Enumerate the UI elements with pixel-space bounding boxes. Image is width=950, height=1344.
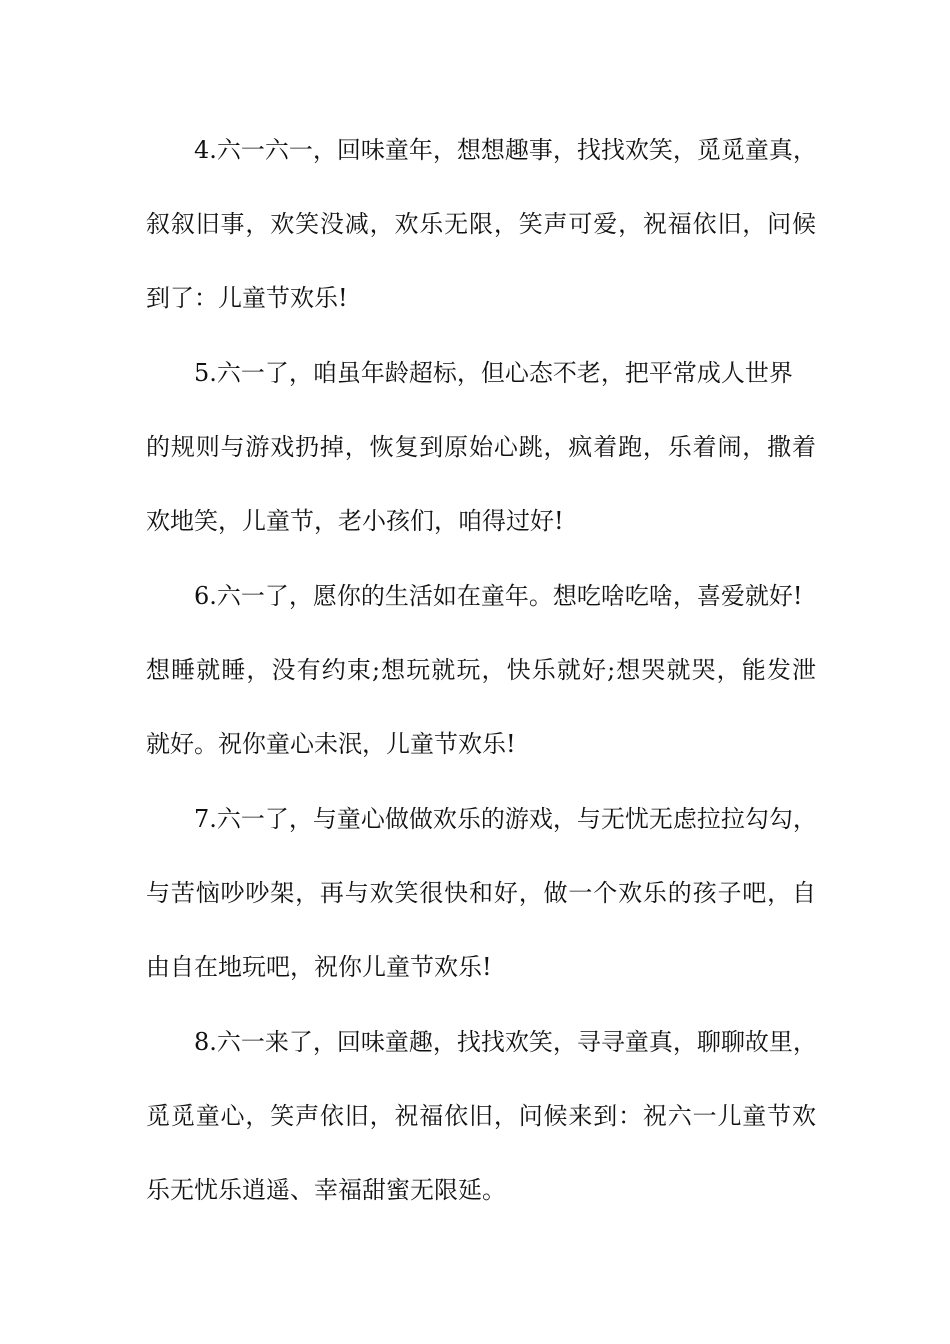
paragraph-5-line-1: 5.六一了，咱虽年龄超标，但心态不老，把平常成人世界 <box>194 359 793 387</box>
paragraph-5-line-3: 欢地笑，儿童节，老小孩们，咱得过好! <box>146 507 564 535</box>
paragraph-8-line-1: 8.六一来了，回味童趣，找找欢笑，寻寻童真，聊聊故里， <box>194 1028 817 1056</box>
paragraph-4-line-3: 到了：儿童节欢乐! <box>146 284 348 312</box>
paragraph-8-line-2: 觅觅童心，笑声依旧，祝福依旧，问候来到：祝六一儿童节欢 <box>146 1102 816 1130</box>
paragraph-4-line-1: 4.六一六一，回味童年，想想趣事，找找欢笑，觅觅童真， <box>194 136 817 164</box>
paragraph-5-line-2: 的规则与游戏扔掉，恢复到原始心跳，疯着跑，乐着闹，撒着 <box>146 433 816 461</box>
paragraph-6-line-3: 就好。祝你童心未泯，儿童节欢乐! <box>146 730 516 758</box>
paragraph-6-line-2: 想睡就睡，没有约束;想玩就玩，快乐就好;想哭就哭，能发泄 <box>146 656 816 684</box>
paragraph-6-line-1: 6.六一了，愿你的生活如在童年。想吃啥吃啥，喜爱就好! <box>194 582 803 610</box>
paragraph-7-line-1: 7.六一了，与童心做做欢乐的游戏，与无忧无虑拉拉勾勾， <box>194 805 817 833</box>
paragraph-4-line-2: 叙叙旧事，欢笑没减，欢乐无限，笑声可爱，祝福依旧，问候 <box>146 210 816 238</box>
paragraph-8-line-3: 乐无忧乐逍遥、幸福甜蜜无限延。 <box>146 1176 506 1204</box>
paragraph-7-line-3: 由自在地玩吧，祝你儿童节欢乐! <box>146 953 492 981</box>
paragraph-7-line-2: 与苦恼吵吵架，再与欢笑很快和好，做一个欢乐的孩子吧，自 <box>146 879 816 907</box>
